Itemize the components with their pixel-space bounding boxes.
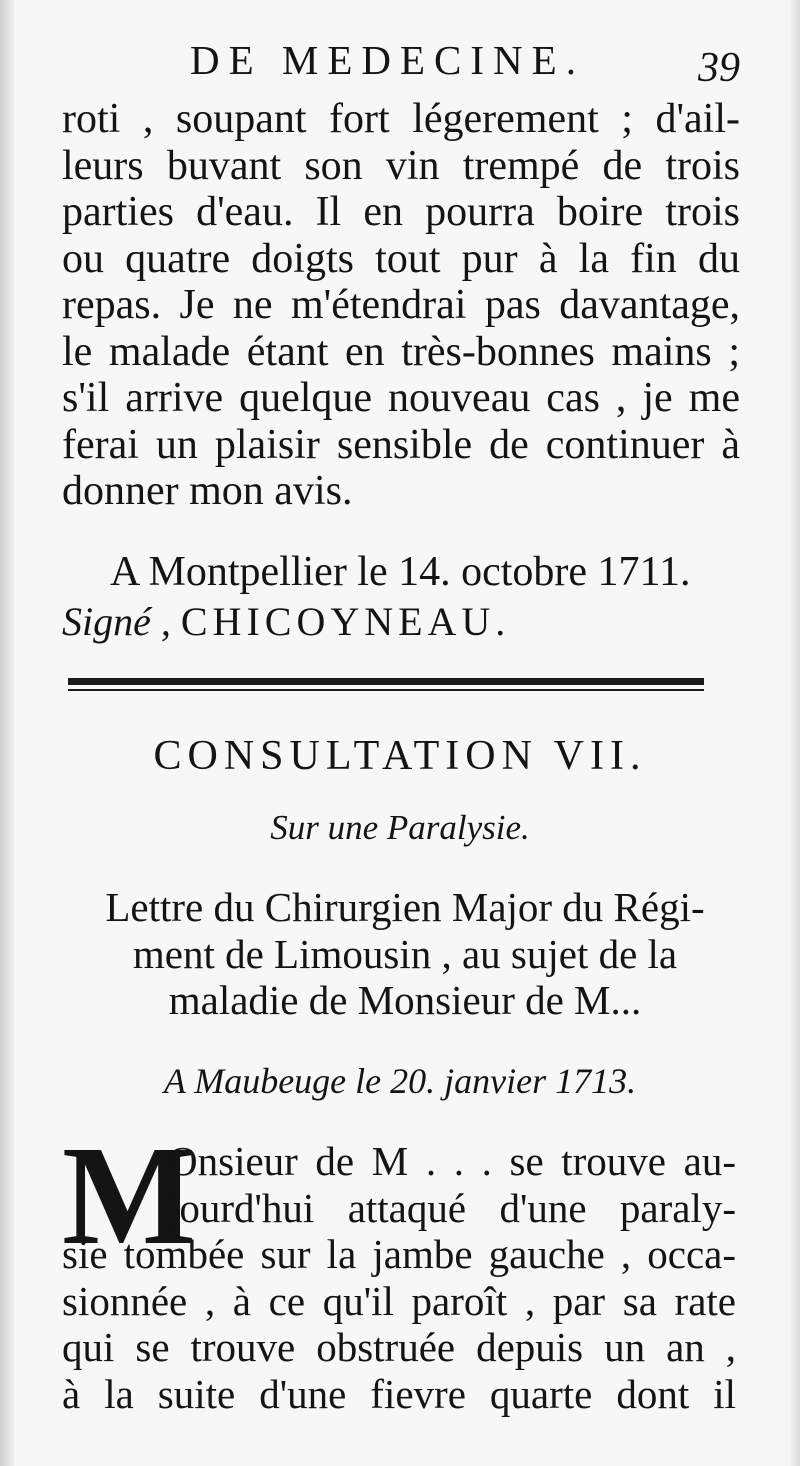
text-line: le malade étant en très-bonnes mains ; <box>62 328 740 375</box>
heading-line: ment de Limousin , au sujet de la <box>132 930 678 977</box>
text-line: ou quatre doigts tout pur à la fin du <box>62 235 740 282</box>
text-line: roti , soupant fort légerement ; d'ail- <box>62 96 740 142</box>
text-line: qui se trouve obstruée depuis un an , <box>62 1324 736 1370</box>
heading-line: Lettre du Chirurgien Major du Régi- <box>105 884 705 930</box>
section-rule <box>68 678 704 685</box>
dateline: A Montpellier le 14. octobre 1711. <box>110 549 691 595</box>
section-rule-thin <box>68 689 704 691</box>
text-line: Onsieur de M . . . se trouve au- <box>168 1138 736 1184</box>
text-line: sie tombée sur la jambe gauche , occa- <box>62 1231 736 1277</box>
page-number: 39 <box>698 45 740 91</box>
paragraph-2 <box>62 1138 736 1417</box>
text-line: repas. Je ne m'étendrai pas davantage, <box>62 282 740 328</box>
text-line: donner mon avis. <box>62 468 353 514</box>
text-line: parties d'eau. Il en pourra boire trois <box>62 189 740 235</box>
drop-cap: M <box>62 1116 197 1274</box>
signature-label: Signé , <box>62 599 171 644</box>
text-line: sionnée , à ce qu'il paroît , par sa rate <box>62 1277 736 1324</box>
text-line: jourd'hui attaqué d'une paraly- <box>168 1184 736 1231</box>
consultation-title: CONSULTATION VII. <box>153 733 647 779</box>
text-line: ferai un plaisir sensible de continuer à <box>62 421 740 468</box>
heading-line: maladie de Monsieur de M... <box>168 977 642 1023</box>
text-line: s'il arrive quelque nouveau cas , je me <box>62 375 740 421</box>
letter-date: A Maubeuge le 20. janvier 1713. <box>163 1061 637 1101</box>
consultation-subtitle: Sur une Paralysie. <box>270 808 530 847</box>
text-line: leurs buvant son vin trempé de trois <box>62 142 740 189</box>
running-head: DE MEDECINE. <box>190 37 585 83</box>
letter-heading <box>60 884 750 1024</box>
signature-name: CHICOYNEAU. <box>180 599 511 644</box>
text-line: à la suite d'une fievre quarte dont il <box>62 1370 736 1417</box>
paragraph-1 <box>62 96 740 515</box>
signature <box>62 598 510 645</box>
